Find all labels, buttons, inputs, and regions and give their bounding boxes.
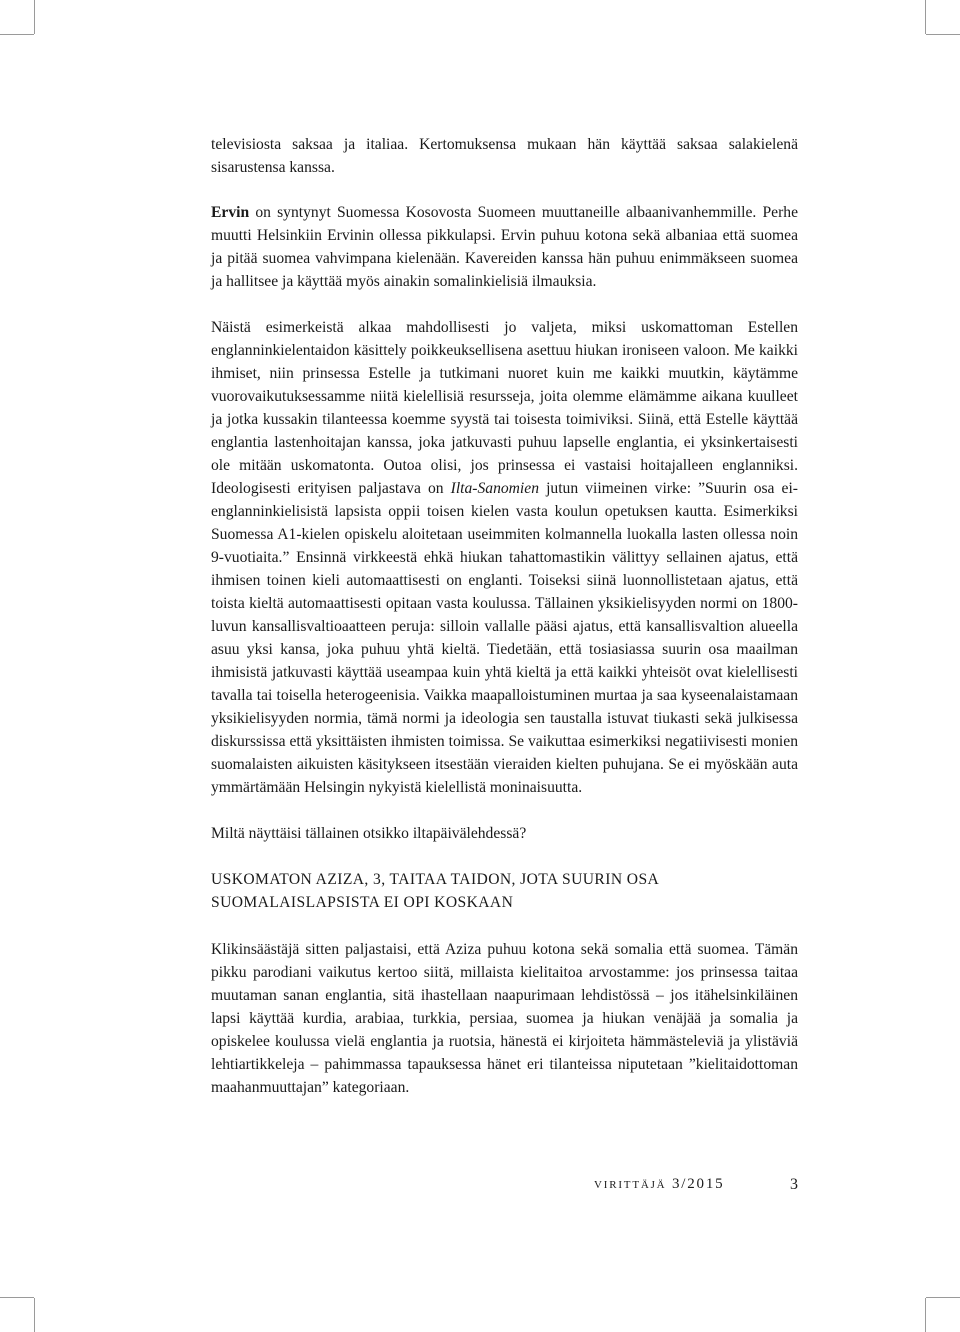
crop-mark-left-bottom xyxy=(0,1297,34,1298)
paragraph-4 xyxy=(188,822,798,845)
paragraph-1-text: televisiosta saksaa ja italiaa. Kertomuksensa mukaan hän käyttää saksaa salakielenä sisarustensa kanssa. xyxy=(211,136,798,176)
crop-mark-bottom-right xyxy=(925,1298,926,1332)
page-number: 3 xyxy=(790,1176,798,1193)
crop-mark-top-left xyxy=(34,0,35,34)
mock-headline-text: USKOMATON AZIZA, 3, TAITAA TAIDON, JOTA SUURIN OSA SUOMALAISLAPSISTA EI OPI KOSKAAN xyxy=(211,871,659,911)
paragraph-3-text-b: jutun viimeinen virke: ”Suurin osa ei-englanninkielisistä lapsista oppii toisen kielen vasta koulun opetuksen kautta. Esimerkiksi Suomessa A1-kielen opiskelu aloitetaan useimmiten kolmannella luokalla lasten ollessa noin 9-vuotiaita.” Ensinnä virkkeestä ehkä hiukan tahattomastikin välittyy sellainen ajatus, että ihmisen toinen kieli automaattisesti on englanti. Toiseksi siinä luonnollistetaan ajatus, että toista kieltä automaattisesti opitaan vasta koulussa. Tällainen yksikielisyyden normi on 1800-luvun kansallisvaltioaatteen peruja: silloin vallalle pääsi ajatus, että kansallisvaltion alueella asuu yksi kansa, joka puhuu yhtä kieltä. Tiedetään, että tosiasiassa suurin osa maailman ihmisistä jatkuvasti käyttää useampaa kuin yhtä kieltä ja että kaikki yhteisöt ovat kielellisesti tavalla tai toisella heterogeenisia. Vaikka maapalloistuminen murtaa ja saa kyseenalaistamaan yksikielisyyden normia, tämä normi ja ideologia sen taustalla istuvat tiukasti sekä julkisessa diskurssissa että yksittäisten ihmisten toimissa. Se vaikuttaa esimerkiksi negatiivisesti monien suomalaisten aikuisten käsitykseen itsestään vieraiden kielten puhujana. Se ei myöskään auta ymmärtämään Helsingin nykyistä kielellistä moninaisuutta. xyxy=(211,480,798,796)
crop-mark-top-right xyxy=(925,0,926,34)
crop-mark-bottom-left xyxy=(34,1298,35,1332)
paragraph-2-bold-name: Ervin xyxy=(211,204,250,221)
paragraph-4-text: Miltä näyttäisi tällainen otsikko iltapäivälehdessä? xyxy=(211,825,527,842)
mock-headline xyxy=(188,868,798,914)
journal-name: virittäjä 3/2015 xyxy=(594,1176,725,1192)
paragraph-1 xyxy=(188,133,798,179)
paragraph-3-italic-title: Ilta-Sanomien xyxy=(450,480,539,497)
crop-mark-right-top xyxy=(926,34,960,35)
paragraph-6-text: Klikinsäästäjä sitten paljastaisi, että Aziza puhuu kotona sekä somalia että suomea. Tämän pikku parodiani vaikutus kertoo siitä, millaista kielitaitoa arvostamme: jos prinsessa taitaa muutaman sanan englantia, sitä ihastellaan naapurimaan lehdistössä – jos itähelsinkiläinen lapsi käyttää kurdia, arabiaa, turkkia, persiaa, suomea ja hiukan venäjää ja somalia ja opiskelee koulussa vielä englantia ja ruotsia, hänestä ei kirjoiteta hämmästeleviä ja ylistäviä lehtiartikkeleja – pahimmassa tapauksessa hänet eri tilanteissa niputetaan ”kielitaidottoman maahanmuuttajan” kategoriaan. xyxy=(211,941,798,1096)
paragraph-6 xyxy=(188,938,798,1099)
paragraph-3-text-a: Näistä esimerkeistä alkaa mahdollisesti jo valjeta, miksi uskomattoman Estellen englanninkielentaidon käsittely poikkeuksellisena asettuu hiukan ironiseen valoon. Me kaikki ihmiset, niin prinsessa Estelle ja tutkimani nuoret kuin me kaikki muutkin, käytämme vuorovaikutuksessamme niitä kielellisiä resursseja, joita olemme elämämme aikana kuulleet ja jotka kussakin tilanteessa koemme syystä tai toisesta toimiviksi. Siinä, että Estelle käyttää englantia lastenhoitajan kanssa, joka jatkuvasti puhuu lapselle englantia, ei yksinkertaisesti ole mitään uskomatonta. Outoa olisi, jos prinsessa ei vastaisi hoitajalleen englanniksi. Ideologisesti erityisen paljastava on xyxy=(211,319,798,497)
paragraph-2 xyxy=(188,201,798,293)
article-body xyxy=(188,133,798,1099)
crop-mark-left-top xyxy=(0,34,34,35)
paragraph-3 xyxy=(188,316,798,799)
paragraph-2-text: on syntynyt Suomessa Kosovosta Suomeen muuttaneille albaanivanhemmille. Perhe muutti Helsinkiin Ervinin ollessa pikkulapsi. Ervin puhuu kotona sekä albaniaa että suomea ja pitää suomea vahvimpana kielenään. Kavereiden kanssa hän puhuu enimmäkseen suomea ja hallitsee ja käyttää myös ainakin somalinkielisiä ilmauksia. xyxy=(211,204,798,290)
crop-mark-right-bottom xyxy=(926,1297,960,1298)
